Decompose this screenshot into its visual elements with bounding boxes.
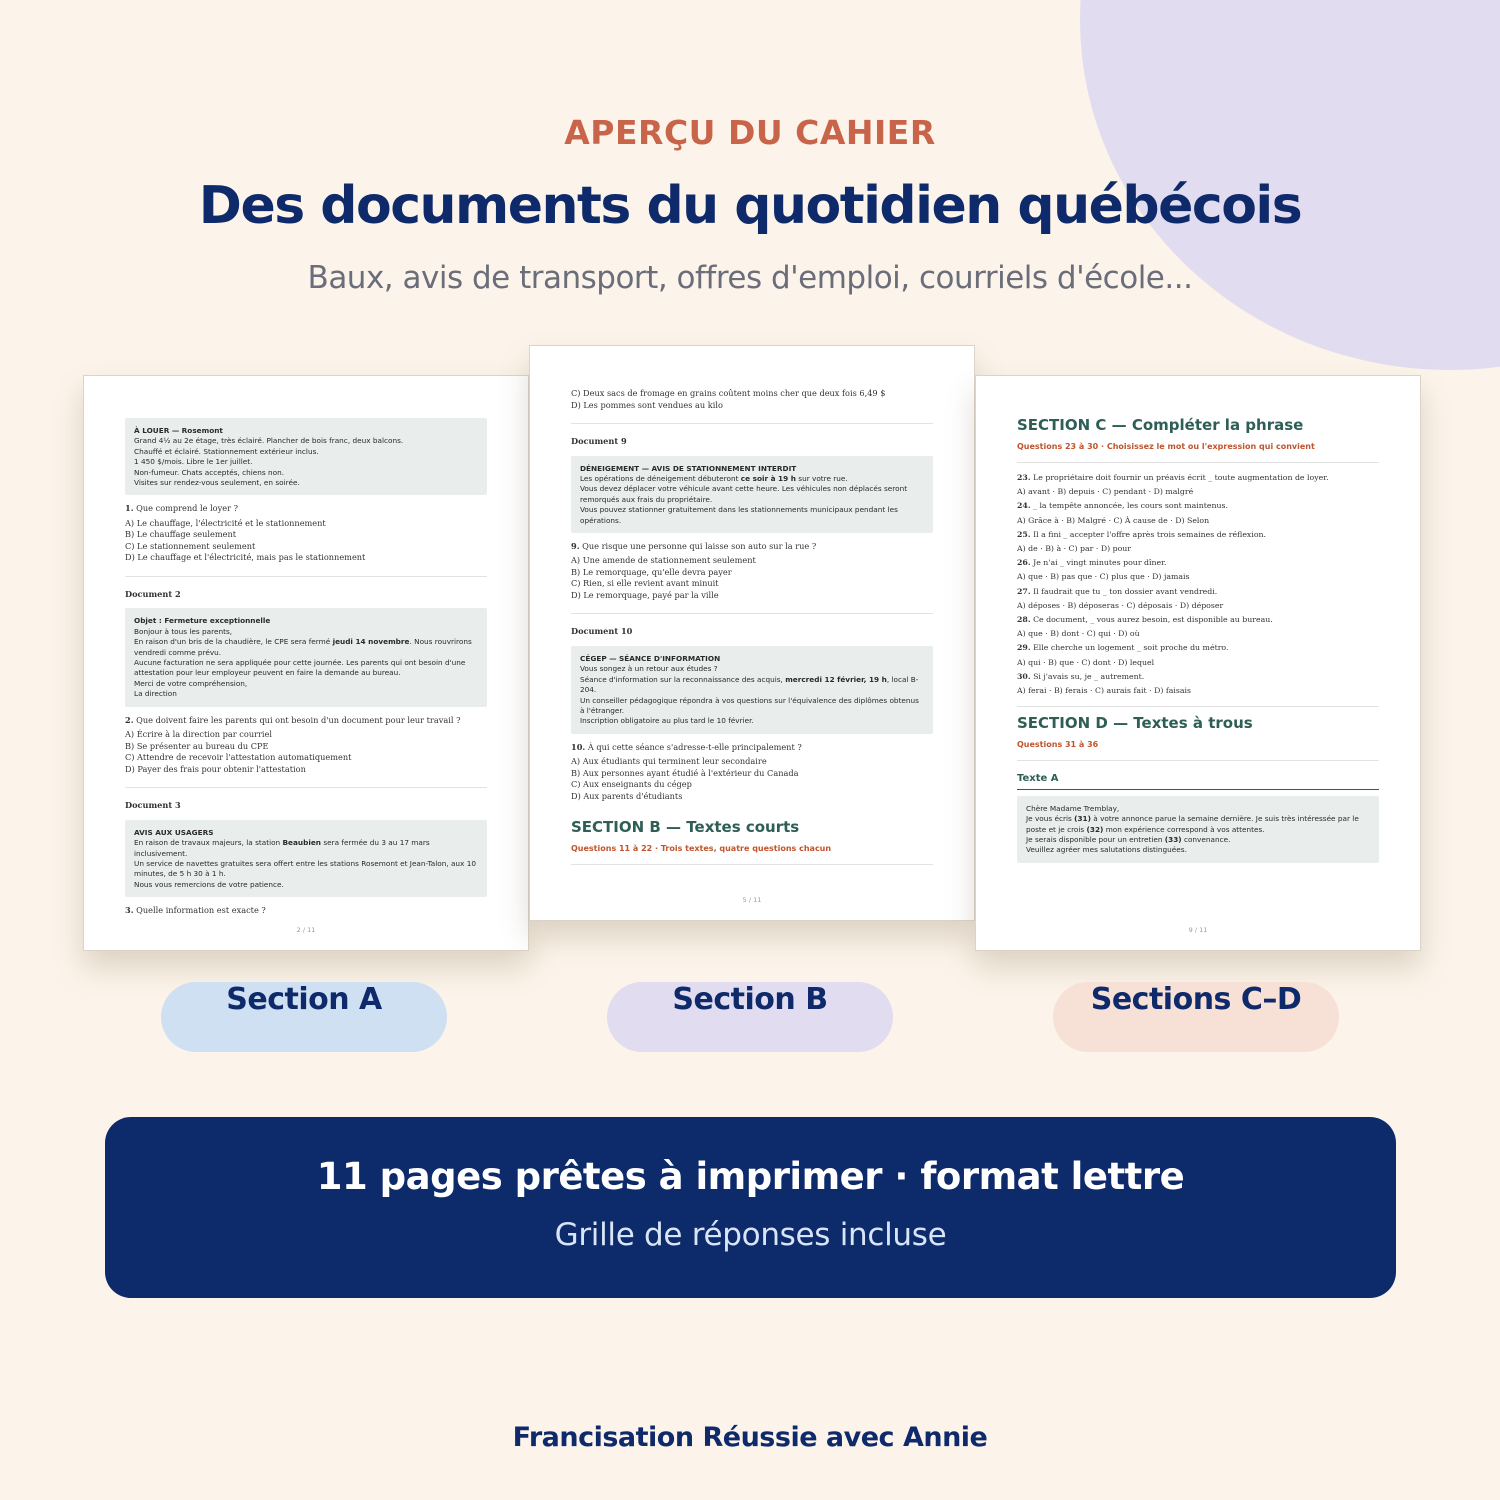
document-box: AVIS AUX USAGERS En raison de travaux majeurs, la station Beaubien sera fermée du 3 au 17 mars inclusivement. Un service de navettes gratuites sera offert entre les stations Rosemont et Jean-Talon, aux 10 minutes, de 5 h 30 à 1 h. Nous vous remercions de votre patience. [125,820,487,897]
preview-page-sections-c-d [975,375,1421,951]
divider [571,613,933,614]
question: 2. Que doivent faire les parents qui ont besoin d'un document pour leur travail ? [125,714,461,725]
sections-c-d-pill: Sections C–D [1053,982,1339,1052]
divider [125,576,487,577]
page-title: Des documents du quotidien québécois [198,176,1302,236]
eyebrow-label: APERÇU DU CAHIER [564,113,936,152]
document-box: Objet : Fermeture exceptionnelle Bonjour à tous les parents, En raison d'un bris de la chaudière, le CPE sera fermé jeudi 14 novembre. Nous rouvrirons vendredi comme prévu. Aucune facturation ne sera appliquée pour cette journée. Les parents qui ont besoin d'une attestation pour leur employeur peuvent en faire la demande au bureau. Merci de votre compréhension, La direction [125,608,487,706]
answer-options: A) Aux étudiants qui terminent leur secondaire B) Aux personnes ayant étudié à l'extérieur du Canada C) Aux enseignants du cégep D) Aux parents d'étudiants [571,756,799,801]
preview-page-section-a [83,375,529,951]
banner-headline: 11 pages prêtes à imprimer · format lettre [316,1155,1185,1198]
box-line: 1 450 $/mois. Libre le 1er juillet. [134,457,253,467]
preview-page-section-b [529,345,975,921]
divider [571,864,933,865]
section-b-pill: Section B [607,982,893,1052]
section-a-pill: Section A [161,982,447,1052]
question: 10. À qui cette séance s'adresse-t-elle principalement ? [571,741,802,752]
answer-options: A) Le chauffage, l'électricité et le stationnement B) Le chauffage seulement C) Le stationnement seulement D) Le chauffage et l'électricité, mais pas le stationnement [125,517,366,563]
divider [1017,462,1379,463]
document-box: DÉNEIGEMENT — AVIS DE STATIONNEMENT INTERDIT Les opérations de déneigement débuteront ce soir à 19 h sur votre rue. Vous devez déplacer votre véhicule avant cette heure. Les véhicules non déplacés seront remorqués aux frais du propriétaire. Vous pouvez stationner gratuitement dans les stationnements municipaux pendant les opérations. [571,456,933,533]
divider [1017,706,1379,707]
question: 3. Quelle information est exacte ? [125,905,266,916]
question-list: 23. Le propriétaire doit fournir un préavis écrit _ toute augmentation de loyer. A) avant · B) depuis · C) pendant · D) malgré 24. _ la tempête annoncée, les cours sont maintenus. A) Grâce à · B) Malgré · C) À cause de · D) Selon 25. Il a fini _ accepter l'offre après trois semaines de réflexion. A) de · B) à · C) par · D) pour 26. Je n'ai _ vingt minutes pour dîner. A) que · B) pas que · C) plus que · D) jamais 27. Il faudrait que tu _ ton dossier avant vendredi. A) déposes · B) déposeras · C) déposais · D) déposer 28. Ce document, _ vous aurez besoin, est disponible au bureau. A) que · B) dont · C) qui · D) où 29. Elle cherche un logement _ soit proche du métro. A) qui · B) que · C) dont · D) lequel 30. Si j'avais su, je _ autrement. A) ferai · B) ferais · C) aurais fait · D) faisais [1017,473,1329,696]
document-title: Document 3 [125,800,181,811]
divider [125,787,487,788]
question: 9. Que risque une personne qui laisse son auto sur la rue ? [571,540,817,551]
box-line: Grand 4½ au 2e étage, très éclairé. Plancher de bois franc, deux balcons. [134,436,404,446]
letter-box: Chère Madame Tremblay, Je vous écris (31) à votre annonce parue la semaine dernière. Je suis très intéressée par le poste et je crois (32) mon expérience correspond à vos attentes. Je serais disponible pour un entretien (33) convenance. Veuillez agréer mes salutations distinguées. [1017,796,1379,863]
page-number: 5 / 11 [742,895,762,904]
box-line: Chauffé et éclairé. Stationnement extérieur inclus. [134,446,319,456]
info-banner [105,1117,1396,1298]
divider [571,423,933,424]
section-heading: SECTION B — Textes courts [571,818,800,837]
answer-options: A) Une amende de stationnement seulement B) Le remorquage, qu'elle devra payer C) Rien, si elle revient avant minuit D) Le remorquage, payé par la ville [571,555,756,600]
page-subtitle: Baux, avis de transport, offres d'emploi, courriels d'école... [307,260,1193,296]
box-line: Visites sur rendez-vous seulement, en soirée. [134,478,300,488]
box-line: Non-fumeur. Chats acceptés, chiens non. [134,467,285,477]
banner-subline: Grille de réponses incluse [554,1217,947,1253]
document-title: Document 9 [571,436,627,446]
answer-options: A) Écrire à la direction par courriel B) Se présenter au bureau du CPE C) Attendre de recevoir l'attestation automatiquement D) Payer des frais pour obtenir l'attestation [125,729,352,774]
question: 1. Que comprend le loyer ? [125,503,238,514]
page-number: 2 / 11 [296,925,316,934]
document-title: Document 2 [125,588,181,599]
answer-options: C) Deux sacs de fromage en grains coûtent moins cher que deux fois 6,49 $ D) Les pommes sont vendues au kilo [571,388,886,410]
section-heading: SECTION D — Textes à trous [1017,714,1253,733]
page-number: 9 / 11 [1188,925,1208,934]
text-heading: Texte A [1017,773,1379,790]
document-box: CÉGEP — SÉANCE D'INFORMATION Vous songez à un retour aux études ? Séance d'information sur la reconnaissance des acquis, mercredi 12 février, 19 h, local B-204. Un conseiller pédagogique répondra à vos questions sur l'équivalence des diplômes obtenus à l'étranger. Inscription obligatoire au plus tard le 10 février. [571,646,933,734]
section-heading: SECTION C — Compléter la phrase [1017,416,1304,434]
section-subheading: Questions 31 à 36 [1017,739,1099,749]
document-box [125,418,487,495]
section-subheading: Questions 11 à 22 · Trois textes, quatre questions chacun [571,843,832,853]
box-title: À LOUER — Rosemont [134,426,223,435]
brand-footer: Francisation Réussie avec Annie [512,1422,988,1453]
divider [1017,760,1379,761]
document-title: Document 10 [571,626,633,637]
section-subheading: Questions 23 à 30 · Choisissez le mot ou l'expression qui convient [1017,441,1315,451]
